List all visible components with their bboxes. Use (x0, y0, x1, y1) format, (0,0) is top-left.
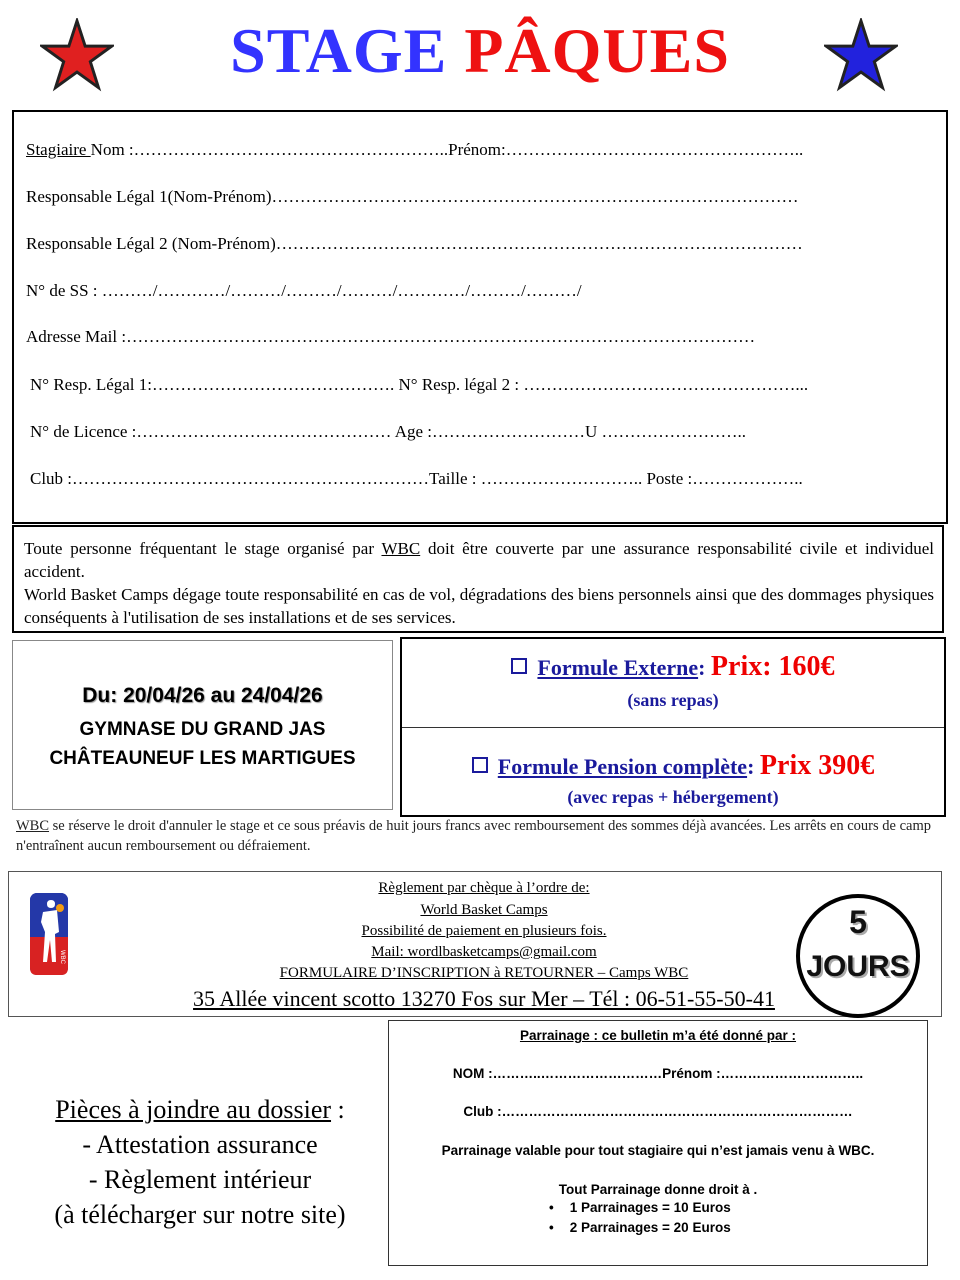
cancel-wbc: WBC (16, 818, 50, 834)
guardian-2-line[interactable]: Responsable Légal 2 (Nom-Prénom)………………………………………………………………………………… (26, 234, 803, 253)
documents-title: Pièces à joindre au dossier : (55, 1095, 345, 1124)
bullet-icon: • (549, 1200, 554, 1215)
logo-wbc-text: WBC (59, 950, 65, 964)
title-part-1: STAGE (230, 15, 448, 86)
document-item: - Règlement intérieur (88, 1165, 312, 1194)
insurance-notice (12, 525, 944, 633)
five-days-badge (796, 894, 920, 1018)
formula-pension[interactable]: Formule Pension complète: Prix 390€ (402, 750, 944, 782)
payment-order: Règlement par chèque à l’ordre de: (378, 880, 590, 896)
guardian-phones-line[interactable]: N° Resp. Légal 1:……………………………………. N° Resp. légal 2 : …………………………………………... (30, 375, 809, 394)
sponsorship-item: • 1 Parrainages = 10 Euros (549, 1200, 731, 1215)
formula-pension-price: Prix 390€ (759, 750, 875, 781)
badge-number: 5 (849, 904, 867, 940)
social-security-line[interactable]: N° de SS : ………/…………/………/………/………/…………/………/………/ (26, 281, 582, 300)
sponsorship-validity: Parrainage valable pour tout stagiaire qui n’est jamais venu à WBC. (441, 1143, 875, 1158)
cancellation-note (16, 816, 936, 856)
dates-location-box (12, 640, 393, 810)
gym-name: GYMNASE DU GRAND JAS (79, 719, 326, 740)
payment-address: 35 Allée vincent scotto 13270 Fos sur Mer – Tél : 06-51-55-50-41 (193, 986, 775, 1011)
sponsor-name-line[interactable]: NOM :………..………………………Prénom :………………………….. (452, 1066, 864, 1081)
page-title (0, 14, 960, 88)
bullet-icon: • (549, 1220, 554, 1235)
club-size-position-line[interactable]: Club :………………………………………………………Taille : ……………………….. Poste :……………….. (30, 469, 803, 488)
document-item[interactable]: (à télécharger sur notre site) (54, 1200, 346, 1229)
payment-installments: Possibilité de paiement en plusieurs fois. (361, 923, 607, 939)
sponsorship-rights: Tout Parrainage donne droit à . (558, 1182, 758, 1197)
sponsor-club-line[interactable]: Club :…………………………………………………………………… (463, 1104, 853, 1119)
guardian-1-line[interactable]: Responsable Légal 1(Nom-Prénom)………………………………………………………………………………… (26, 187, 799, 206)
payment-return-form: FORMULAIRE D’INSCRIPTION à RETOURNER – Camps WBC (279, 965, 689, 981)
cancel-text: se réserve le droit d'annuler le stage et ce sous préavis de huit jours francs avec remboursement des sommes déjà avancées. Les arrêts en cours de camp n'entraînent aucun remboursement ou défraiement. (16, 818, 931, 854)
insurance-text-b: doit être couverte par une assurance responsabilité civile et individuel accident. (24, 539, 934, 581)
license-age-line[interactable]: N° de Licence :……………………………………… Age :………………………U …………………….. (30, 422, 747, 441)
sponsorship-item: • 2 Parrainages = 20 Euros (549, 1220, 731, 1235)
liability-text: World Basket Camps dégage toute responsabilité en cas de vol, dégradations des biens personnels ainsi que des dommages physiques conséquents à l'utilisation de ses installations et de ses services. (24, 585, 934, 627)
dates-text: Du: 20/04/26 au 24/04/26 (82, 684, 323, 707)
sponsorship-box (388, 1020, 928, 1266)
email-line[interactable]: Adresse Mail :………………………………………………………………………………………………… (26, 327, 756, 346)
checkbox-icon[interactable] (472, 757, 488, 773)
formula-externe-sub: (sans repas) (627, 690, 719, 710)
formula-divider (402, 727, 944, 728)
checkbox-icon[interactable] (511, 658, 527, 674)
insurance-wbc: WBC (381, 539, 421, 558)
city-name: CHÂTEAUNEUF LES MARTIGUES (49, 748, 356, 769)
formula-externe[interactable]: Formule Externe: Prix: 160€ (402, 651, 944, 683)
sponsorship-title: Parrainage : ce bulletin m’a été donné par : (519, 1028, 797, 1043)
trainee-name-line[interactable] (26, 140, 803, 160)
formula-externe-price: Prix: 160€ (710, 651, 835, 682)
formulas-box (400, 637, 946, 817)
registration-form (12, 110, 948, 524)
payment-payee: World Basket Camps (420, 902, 548, 918)
title-part-2: PÂQUES (464, 15, 730, 86)
payment-email[interactable]: Mail: wordlbasketcamps@gmail.com (371, 944, 597, 960)
required-documents (20, 1092, 380, 1232)
trainee-fields: Nom :………………………………………………..Prénom:…………………………………………….. (90, 140, 804, 159)
formula-pension-label: Formule Pension complète (497, 754, 748, 779)
document-item: - Attestation assurance (82, 1130, 318, 1159)
formula-externe-label: Formule Externe (537, 655, 699, 680)
badge-word: JOURS (806, 950, 910, 983)
insurance-text-a: Toute personne fréquentant le stage organisé par (24, 539, 382, 558)
formula-pension-sub: (avec repas + hébergement) (567, 787, 779, 807)
trainee-label: Stagiaire (26, 140, 91, 159)
